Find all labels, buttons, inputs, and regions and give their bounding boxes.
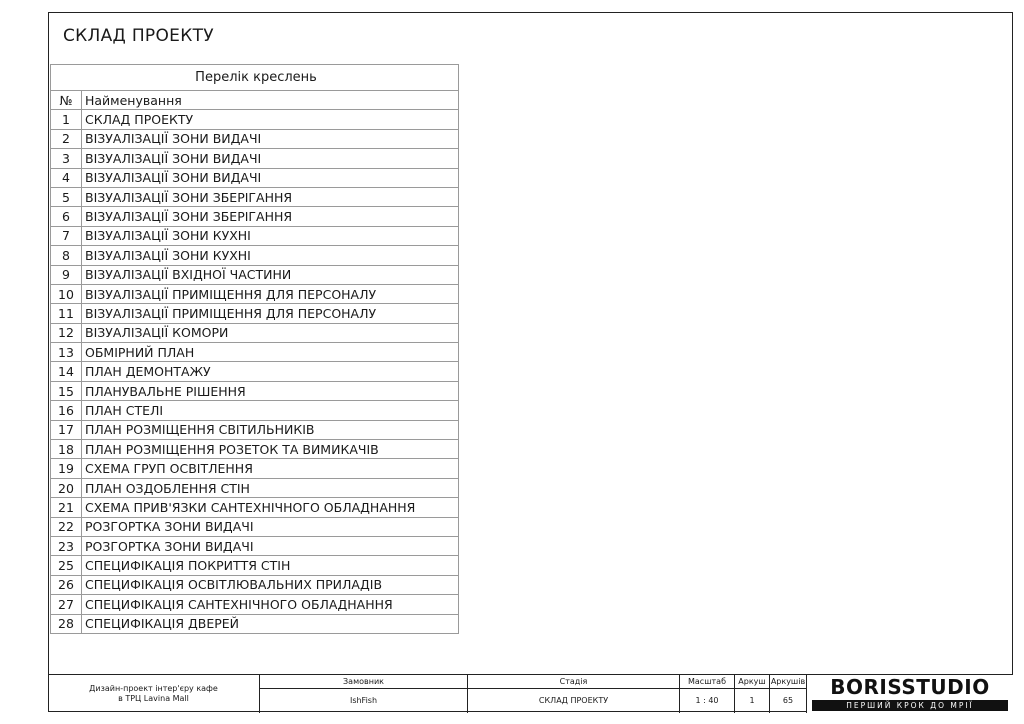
table-row	[51, 323, 459, 342]
project-name-line2: в ТРЦ Lavina Mall	[118, 694, 189, 703]
row-number: 5	[51, 187, 82, 206]
row-name: ВІЗУАЛІЗАЦІЇ ВХІДНОЇ ЧАСТИНИ	[82, 265, 459, 284]
row-name: СПЕЦИФІКАЦІЯ САНТЕХНІЧНОГО ОБЛАДНАННЯ	[82, 595, 459, 614]
row-name: ПЛАН СТЕЛІ	[82, 401, 459, 420]
table-row	[51, 226, 459, 245]
row-name: ВІЗУАЛІЗАЦІЇ ПРИМІЩЕННЯ ДЛЯ ПЕРСОНАЛУ	[82, 284, 459, 303]
row-name: ПЛАН ОЗДОБЛЕННЯ СТІН	[82, 478, 459, 497]
row-number: 7	[51, 226, 82, 245]
logo-tagline: ПЕРШИЙ КРОК ДО МРІЇ	[812, 700, 1008, 711]
project-name-line1: Дизайн-проект інтер'єру кафе	[89, 684, 218, 693]
row-number: 8	[51, 246, 82, 265]
logo-text: BORISSTUDIO	[830, 675, 990, 699]
row-number: 10	[51, 284, 82, 303]
row-number: 27	[51, 595, 82, 614]
table-row	[51, 381, 459, 400]
scale-value: 1 : 40	[695, 696, 719, 705]
row-name: ВІЗУАЛІЗАЦІЇ ПРИМІЩЕННЯ ДЛЯ ПЕРСОНАЛУ	[82, 304, 459, 323]
sheet-cell	[734, 675, 769, 713]
row-name: ПЛАНУВАЛЬНЕ РІШЕННЯ	[82, 381, 459, 400]
row-number: 15	[51, 381, 82, 400]
row-number: 25	[51, 556, 82, 575]
table-row	[51, 498, 459, 517]
row-name: ВІЗУАЛІЗАЦІЇ ЗОНИ ЗБЕРІГАННЯ	[82, 187, 459, 206]
row-name: СХЕМА ГРУП ОСВІТЛЕННЯ	[82, 459, 459, 478]
row-name: СПЕЦИФІКАЦІЯ ОСВІТЛЮВАЛЬНИХ ПРИЛАДІВ	[82, 575, 459, 594]
sheet-title: СКЛАД ПРОЕКТУ	[63, 26, 214, 46]
table-row	[51, 246, 459, 265]
row-name: СПЕЦИФІКАЦІЯ ПОКРИТТЯ СТІН	[82, 556, 459, 575]
row-name: ВІЗУАЛІЗАЦІЇ ЗОНИ ЗБЕРІГАННЯ	[82, 207, 459, 226]
title-block	[48, 674, 1013, 712]
table-row	[51, 187, 459, 206]
row-name: СХЕМА ПРИВ'ЯЗКИ САНТЕХНІЧНОГО ОБЛАДНАННЯ	[82, 498, 459, 517]
stage-cell	[467, 675, 679, 713]
row-number: 13	[51, 343, 82, 362]
row-name: СПЕЦИФІКАЦІЯ ДВЕРЕЙ	[82, 614, 459, 633]
stage-value: СКЛАД ПРОЕКТУ	[538, 696, 609, 705]
row-number: 11	[51, 304, 82, 323]
sheets-value: 65	[782, 696, 794, 705]
drawing-list-table	[50, 64, 459, 634]
table-row	[51, 478, 459, 497]
client-cell	[259, 675, 467, 713]
scale-label: Масштаб	[680, 675, 734, 689]
row-number: 9	[51, 265, 82, 284]
table-row	[51, 401, 459, 420]
table-row	[51, 129, 459, 148]
row-name: РОЗГОРТКА ЗОНИ ВИДАЧІ	[82, 536, 459, 555]
table-row	[51, 595, 459, 614]
studio-logo	[806, 675, 1013, 713]
row-name: ВІЗУАЛІЗАЦІЇ ЗОНИ КУХНІ	[82, 246, 459, 265]
table-row	[51, 265, 459, 284]
row-number: 12	[51, 323, 82, 342]
table-row	[51, 110, 459, 129]
table-row	[51, 614, 459, 633]
row-number: 22	[51, 517, 82, 536]
row-number: 21	[51, 498, 82, 517]
table-row	[51, 304, 459, 323]
column-header-name: Найменування	[82, 91, 459, 110]
column-header-number: №	[51, 91, 82, 110]
table-row	[51, 362, 459, 381]
sheet-label: Аркуш	[735, 675, 769, 689]
sheets-label: Аркушів	[770, 675, 806, 689]
row-name: ВІЗУАЛІЗАЦІЇ ЗОНИ ВИДАЧІ	[82, 149, 459, 168]
row-name: ВІЗУАЛІЗАЦІЇ ЗОНИ КУХНІ	[82, 226, 459, 245]
row-number: 18	[51, 440, 82, 459]
row-number: 16	[51, 401, 82, 420]
row-number: 23	[51, 536, 82, 555]
row-number: 26	[51, 575, 82, 594]
row-number: 6	[51, 207, 82, 226]
table-row	[51, 459, 459, 478]
row-name: ВІЗУАЛІЗАЦІЇ ЗОНИ ВИДАЧІ	[82, 129, 459, 148]
row-number: 4	[51, 168, 82, 187]
sheet-value: 1	[749, 696, 755, 705]
table-row	[51, 556, 459, 575]
table-row	[51, 440, 459, 459]
row-name: ПЛАН ДЕМОНТАЖУ	[82, 362, 459, 381]
scale-cell	[679, 675, 734, 713]
row-number: 17	[51, 420, 82, 439]
table-row	[51, 575, 459, 594]
table-row	[51, 517, 459, 536]
row-number: 28	[51, 614, 82, 633]
sheets-cell	[769, 675, 806, 713]
row-number: 2	[51, 129, 82, 148]
table-row	[51, 420, 459, 439]
row-number: 19	[51, 459, 82, 478]
row-name: РОЗГОРТКА ЗОНИ ВИДАЧІ	[82, 517, 459, 536]
table-row	[51, 168, 459, 187]
client-value: IshFish	[349, 696, 378, 705]
row-number: 1	[51, 110, 82, 129]
row-name: ПЛАН РОЗМІЩЕННЯ СВІТИЛЬНИКІВ	[82, 420, 459, 439]
stage-label: Стадія	[468, 675, 679, 689]
table-row	[51, 284, 459, 303]
row-name: ВІЗУАЛІЗАЦІЇ КОМОРИ	[82, 323, 459, 342]
row-number: 20	[51, 478, 82, 497]
row-number: 14	[51, 362, 82, 381]
table-row	[51, 149, 459, 168]
row-name: ОБМІРНИЙ ПЛАН	[82, 343, 459, 362]
client-label: Замовник	[260, 675, 467, 689]
row-number: 3	[51, 149, 82, 168]
row-name: ВІЗУАЛІЗАЦІЇ ЗОНИ ВИДАЧІ	[82, 168, 459, 187]
drawing-list-body	[51, 110, 459, 634]
row-name: СКЛАД ПРОЕКТУ	[82, 110, 459, 129]
table-row	[51, 536, 459, 555]
row-name: ПЛАН РОЗМІЩЕННЯ РОЗЕТОК ТА ВИМИКАЧІВ	[82, 440, 459, 459]
table-caption: Перелік креслень	[51, 65, 459, 91]
table-row	[51, 343, 459, 362]
project-name	[48, 675, 259, 713]
table-row	[51, 207, 459, 226]
